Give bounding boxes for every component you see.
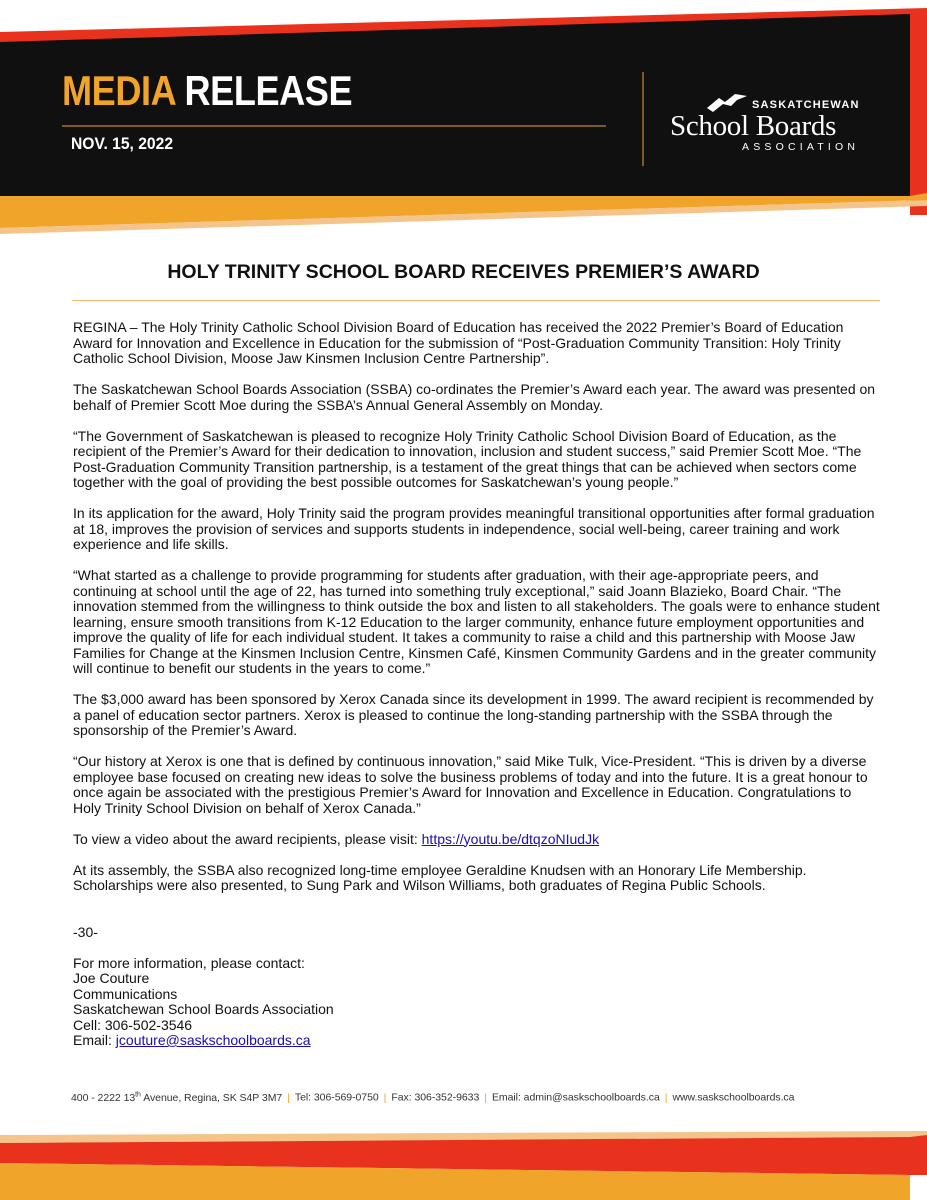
logo-main-text: School Boards (670, 110, 837, 142)
contact-organization: Saskatchewan School Boards Association (73, 1001, 334, 1017)
paragraph: REGINA – The Holy Trinity Catholic School Division Board of Education has received the 2022 Premier’s Board of Education Award for Innovation and Excellence in Education for the submission of “Post-Graduation Community Transition: Holy Trinity Catholic School Division, Moose Jaw Kinsmen Inclusion Centre Partnership”. (73, 319, 844, 366)
release-body (73, 320, 881, 1049)
footer-tel: Tel: 306-569-0750 (294, 1091, 379, 1104)
end-mark: -30- (73, 923, 98, 940)
contact-department: Communications (73, 985, 178, 1002)
footer-banner (0, 1125, 927, 1200)
release-date: NOV. 15, 2022 (71, 134, 174, 153)
video-paragraph (73, 832, 881, 848)
footer-separator: | (484, 1091, 487, 1104)
paragraph: The $3,000 award has been sponsored by Xerox Canada since its development in 1999. The award recipient is recommended by a panel of education sector partners. Xerox is pleased to continue the long-standing partnership with the SSBA through the sponsorship of the Premier’s Award. (73, 691, 874, 738)
closing-paragraph: At its assembly, the SSBA also recognized long-time employee Geraldine Knudsen with an Honorary Life Membership. Scholarships were also presented, to Sung Park and Wilson Williams, both graduates of Regina Public Schools. (73, 861, 807, 893)
header-orange-swoosh (0, 193, 927, 228)
contact-cell: Cell: 306-502-3546 (73, 1016, 193, 1033)
footer-separator: | (664, 1091, 668, 1104)
paragraph: In its application for the award, Holy Trinity said the program provides meaningful transitional opportunities after formal graduation at 18, improves the provision of services and supports students in independence, social well-being, career training and work experience and life skills. (73, 505, 875, 552)
paragraph: “What started as a challenge to provide programming for students after graduation, with their age-appropriate peers, and continuing at school until the age of 22, has turned into something truly exceptional,” said Joann Blazieko, Board Chair. “The innovation stemmed from the willingness to think outside the box and listen to all stakeholders. The goals were to enhance student learning, ensure smooth transitions from K-12 Education to the larger community, enhance future employment opportunities and improve the quality of life for each individual student. It takes a community to raise a child and this partnership with Moose Jaw Families for Change at the Kinsmen Inclusion Centre, Kinsmen Café, Kinsmen Community Gardens and in the greater community will continue to benefit our students in the years to come.” (73, 567, 880, 676)
contact-name: Joe Couture (73, 970, 150, 986)
paragraph: “Our history at Xerox is one that is defined by continuous innovation,” said Mike Tulk, Vice-President. “This is driven by a diverse employee base focused on creating new ideas to solve the business problems of today and into the future. It is a great honour to once again be associated with the prestigious Premier’s Award for Innovation and Excellence in Education. Congratulations to Holy Trinity School Division on behalf of Xerox Canada.” (73, 753, 868, 816)
footer-separator: | (383, 1091, 387, 1104)
contact-email-line (73, 1033, 881, 1049)
paragraph: The Saskatchewan School Boards Association (SSBA) co-ordinates the Premier’s Award each year. The award was presented on behalf of Premier Scott Moe during the SSBA’s Annual General Assembly on Monday. (73, 381, 876, 413)
logo-top-line: SASKATCHEWAN (752, 99, 860, 111)
contact-block (73, 925, 881, 1049)
contact-intro: For more information, please contact: (73, 954, 305, 971)
ssba-logo (640, 70, 890, 170)
header-red-band-right (910, 13, 927, 215)
video-text: To view a video about the award recipients, please visit: (73, 830, 422, 847)
footer-address: 400 - 2222 13th Avenue, Regina, SK S4P 3M7 (71, 1091, 283, 1104)
release-word: RELEASE (184, 67, 353, 114)
contact-email-link[interactable]: jcouture@saskschoolboards.ca (115, 1032, 311, 1048)
video-link[interactable]: https://youtu.be/dtqzoNIudJk (421, 830, 600, 847)
footer-email[interactable]: Email: admin@saskschoolboards.ca (491, 1091, 660, 1104)
footer-fax: Fax: 306-352-9633 (391, 1091, 480, 1104)
media-word: MEDIA (62, 67, 175, 114)
footer-contact-line (71, 1091, 794, 1104)
page-title: HOLY TRINITY SCHOOL BOARD RECEIVES PREMIER’S AWARD (167, 261, 760, 283)
paragraph: “The Government of Saskatchewan is pleased to recognize Holy Trinity Catholic School Division Board of Education, as the recipient of the Premier’s Award for their dedication to innovation, inclusion and student success,” said Premier Scott Moe. “The Post-Graduation Community Transition partnership, is a testament of the great things that can be achieved when sectors come together with the goal of providing the best possible outcomes for Saskatchewan’s young people.” (73, 427, 862, 490)
footer-website[interactable]: www.saskschoolboards.ca (672, 1091, 795, 1104)
contact-email-label: Email: (73, 1032, 116, 1048)
footer-separator: | (287, 1091, 290, 1104)
media-release-heading (62, 66, 352, 116)
title-divider (72, 300, 880, 301)
logo-bottom-line: ASSOCIATION (742, 141, 860, 153)
